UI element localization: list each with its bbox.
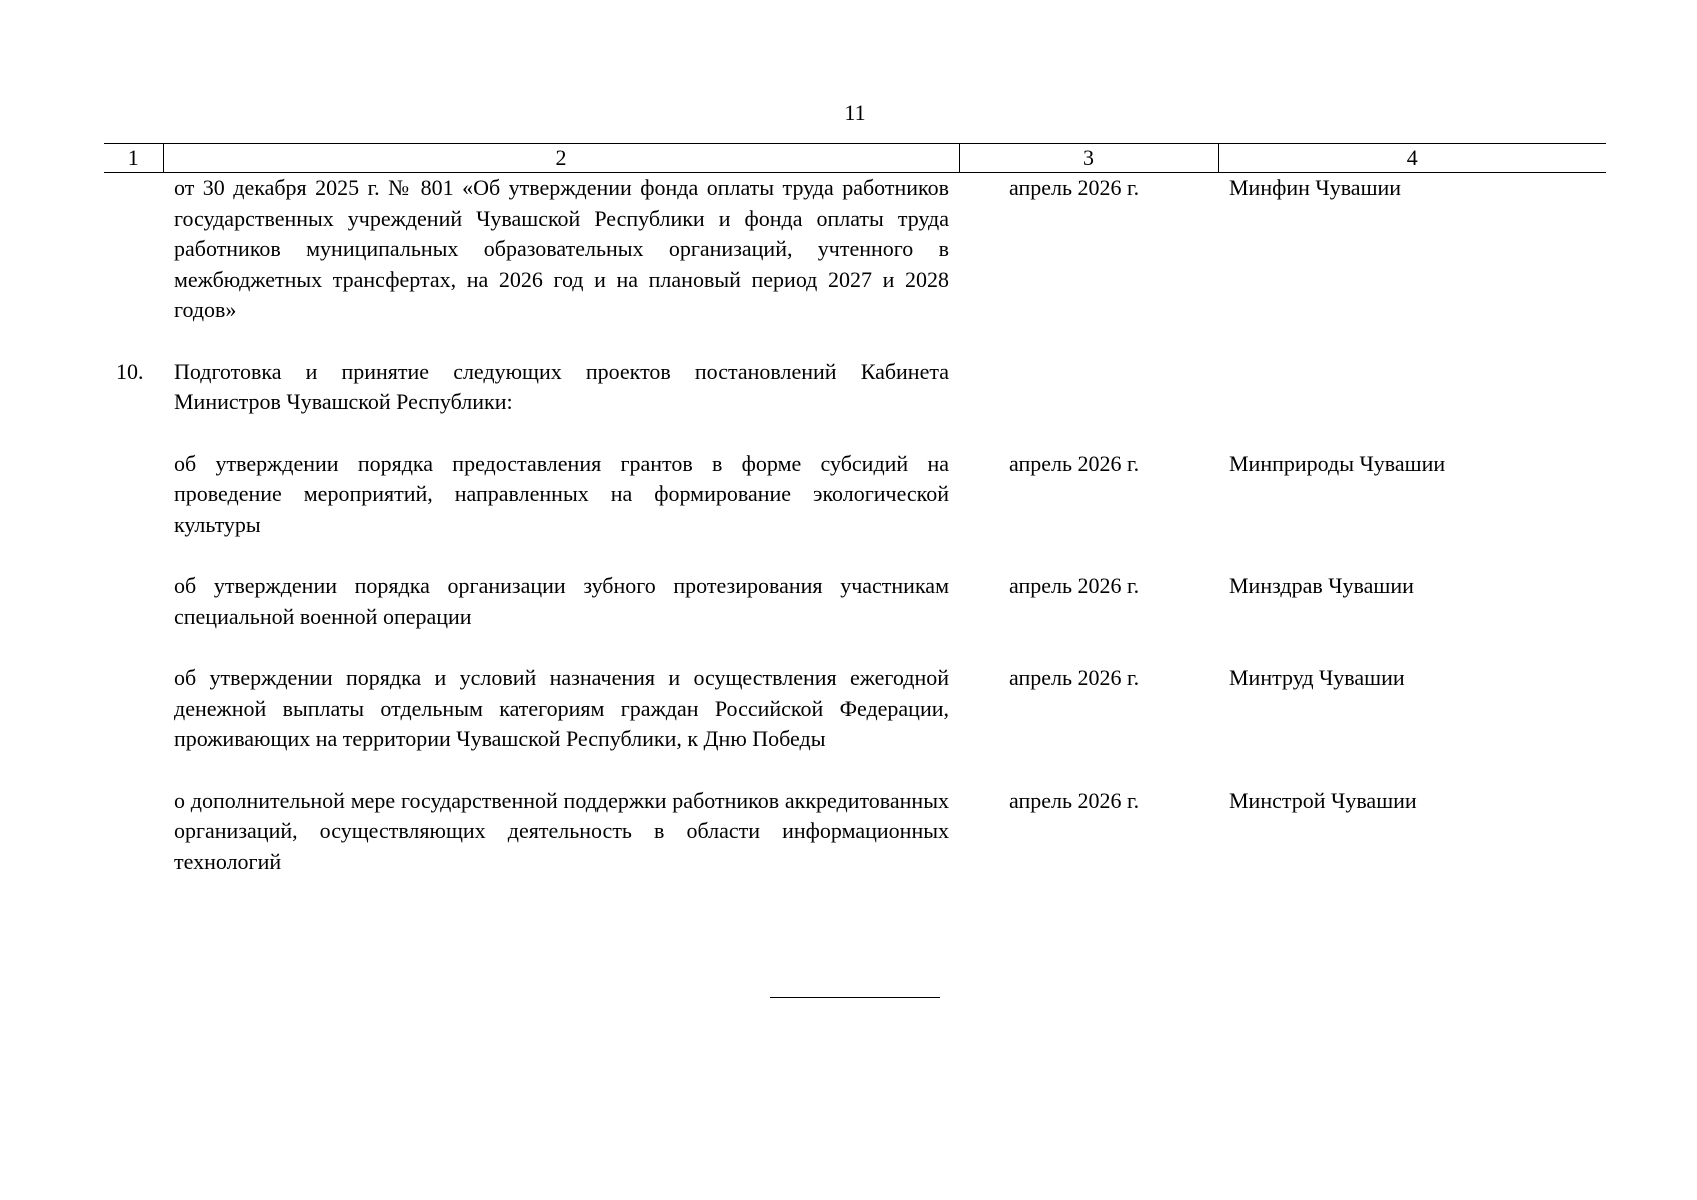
row-date: апрель 2026 г. [1009, 175, 1140, 200]
column-header-3: 3 [959, 144, 1218, 173]
table-row [104, 571, 1606, 632]
row-number [104, 786, 163, 878]
row-text: об утверждении порядка предоставления грантов в форме субсидий на проведение мероприятий, направленных на формирование экологической культуры [174, 450, 949, 537]
table-row [104, 786, 1606, 878]
column-header-4: 4 [1218, 144, 1606, 173]
row-text: об утверждении порядка и условий назначения и осуществления ежегодной денежной выплаты отдельным категориям граждан Российской Федерации, проживающих на территории Чувашской Республики, к Дню Победы [174, 665, 949, 751]
row-date: апрель 2026 г. [1009, 450, 1140, 476]
page-number: 11 [844, 100, 866, 125]
column-header-1: 1 [104, 144, 163, 173]
table-row [104, 173, 1606, 326]
row-text: о дополнительной мере государственной поддержки работников аккредитованных организаций, осуществляющих деятельность в области информационных технологий [174, 787, 949, 874]
row-date [959, 357, 1218, 418]
plan-table [104, 143, 1606, 877]
row-number [104, 663, 163, 755]
row-date: апрель 2026 г. [1009, 665, 1140, 690]
row-date: апрель 2026 г. [1009, 787, 1140, 813]
row-responsible: Минтруд Чувашии [1229, 665, 1405, 690]
table-header [104, 144, 1606, 173]
column-header-2: 2 [163, 144, 959, 173]
end-of-document-line [770, 997, 940, 998]
row-responsible: Минприроды Чувашии [1229, 450, 1446, 476]
row-text: Подготовка и принятие следующих проектов постановлений Кабинета Министров Чувашской Республики: [174, 358, 949, 414]
row-date: апрель 2026 г. [1009, 573, 1140, 598]
row-text: об утверждении порядка организации зубного протезирования участникам специальной военной операции [174, 573, 949, 629]
row-number: 10. [116, 358, 144, 384]
row-number [104, 173, 163, 326]
row-responsible: Минфин Чувашии [1229, 175, 1402, 200]
table-row [104, 357, 1606, 418]
table-row [104, 449, 1606, 541]
row-number [104, 571, 163, 632]
row-number [104, 449, 163, 541]
row-responsible [1218, 357, 1606, 418]
row-responsible: Минздрав Чувашии [1229, 573, 1414, 598]
table-row [104, 663, 1606, 755]
row-text: от 30 декабря 2025 г. № 801 «Об утверждении фонда оплаты труда работников государственных учреждений Чувашской Республики и фонда оплаты труда работников муниципальных образовательных организаций, учтенного в межбюджетных трансфертах, на 2026 год и на плановый период 2027 и 2028 годов» [174, 175, 949, 322]
row-responsible: Минстрой Чувашии [1229, 787, 1417, 813]
